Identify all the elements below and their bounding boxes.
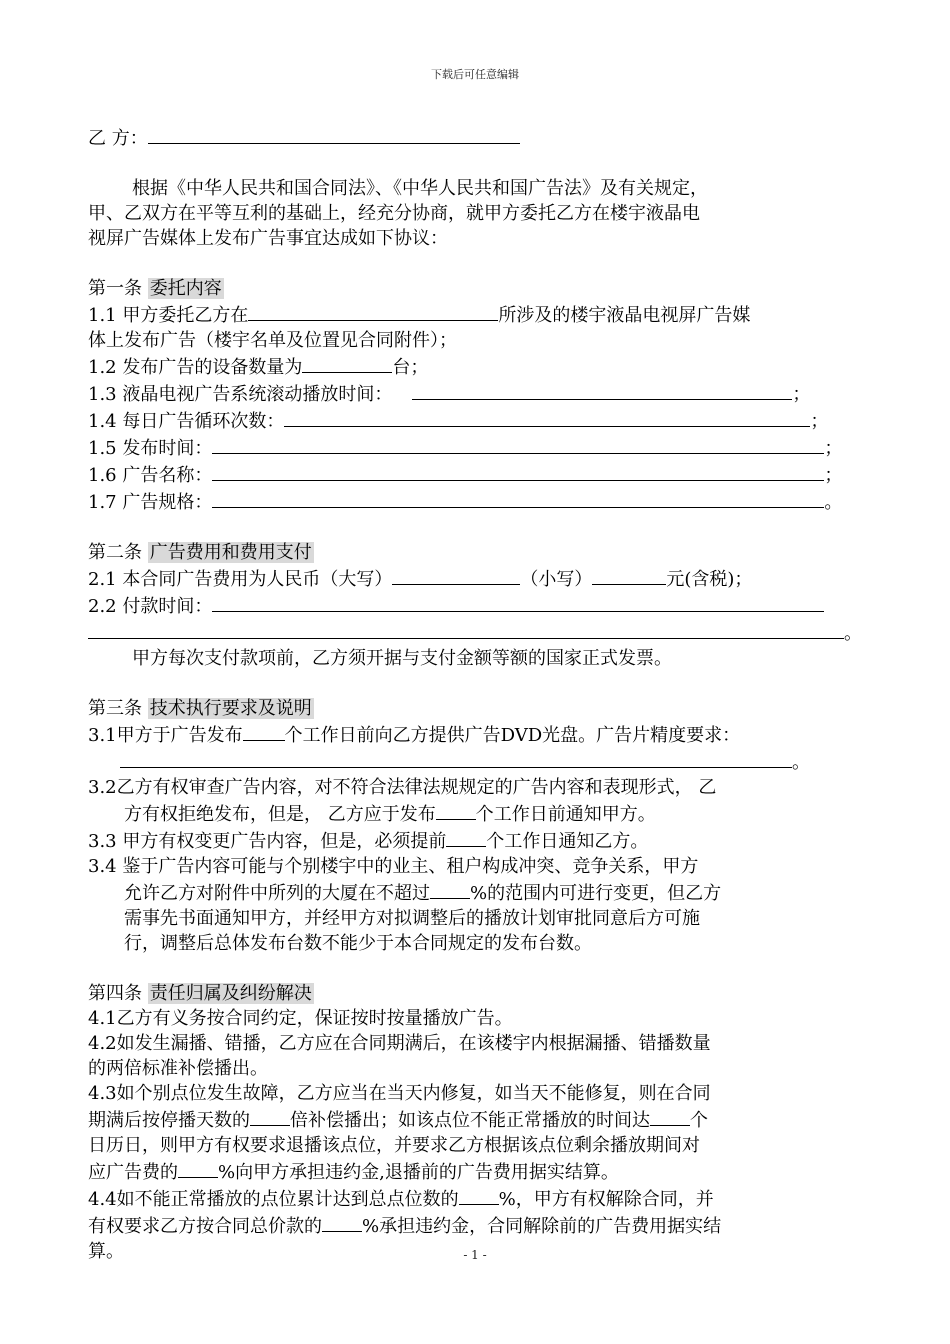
clause-2-1: 2.1 本合同广告费用为人民币（大写） （小写） 元(含税)； — [88, 565, 868, 592]
clause-3-4: 3.4 鉴于广告内容可能与个别楼宇中的业主、租户构成冲突、竞争关系，甲方 — [88, 856, 699, 877]
clause-1-1: 1.1 甲方委托乙方在 所涉及的楼宇液晶电视屏广告媒 — [88, 301, 868, 328]
clause-1-2: 1.2 发布广告的设备数量为 台； — [88, 353, 868, 380]
clause-2-2: 2.2 付款时间： — [88, 592, 868, 619]
intro-line: 甲、乙双方在平等互利的基础上，经充分协商，就甲方委托乙方在楼宇液晶电 — [88, 203, 700, 224]
clause-3-4-cont: 允许乙方对附件中所列的大厦在不超过 %的范围内可进行变更，但乙方 — [88, 879, 868, 906]
page-header: 下载后可任意编辑 — [431, 68, 519, 81]
blank[interactable] — [650, 1106, 690, 1126]
section-title: 第三条 技术执行要求及说明 — [88, 698, 312, 719]
blank[interactable] — [592, 565, 666, 585]
blank[interactable] — [212, 434, 824, 454]
clause-1-4: 1.4 每日广告循环次数： ； — [88, 407, 868, 434]
blank[interactable] — [212, 488, 824, 508]
page-number: - 1 - — [463, 1248, 487, 1262]
clause-4-3: 4.3如个别点位发生故障，乙方应当在当天内修复，如当天不能修复，则在合同 — [88, 1083, 711, 1104]
blank[interactable] — [248, 301, 498, 321]
blank[interactable] — [302, 353, 392, 373]
clause-4-3-cont: 日历日，则甲方有权要求退播该点位，并要求乙方根据该点位剩余播放期间对 — [88, 1135, 700, 1156]
blank[interactable] — [412, 380, 792, 400]
blank[interactable] — [284, 407, 810, 427]
clause-4-3-cont: 应广告费的 %向甲方承担违约金,退播前的广告费用据实结算。 — [88, 1158, 868, 1185]
invoice-note: 甲方每次支付款项前，乙方须开据与支付金额等额的国家正式发票。 — [132, 648, 672, 669]
clause-3-4-cont: 需事先书面通知甲方，并经甲方对拟调整后的播放计划审批同意后方可施 — [124, 908, 700, 929]
clause-4-2: 4.2如发生漏播、错播，乙方应在合同期满后，在该楼宇内根据漏播、错播数量 — [88, 1033, 711, 1054]
clause-4-3-cont: 期满后按停播天数的 倍补偿播出；如该点位不能正常播放的时间达 个 — [88, 1106, 868, 1133]
clause-3-2: 3.2乙方有权审查广告内容，对不符合法律法规规定的广告内容和表现形式， 乙 — [88, 777, 717, 798]
blank[interactable] — [430, 879, 470, 899]
blank[interactable] — [392, 565, 520, 585]
clause-1-5: 1.5 发布时间： ； — [88, 434, 868, 461]
section-title: 第四条 责任归属及纠纷解决 — [88, 983, 312, 1004]
clause-4-4: 4.4如不能正常播放的点位累计达到总点位数的 %，甲方有权解除合同，并 — [88, 1185, 868, 1212]
clause-4-4-cont: 有权要求乙方按合同总价款的 %承担违约金，合同解除前的广告费用据实结 — [88, 1212, 868, 1239]
clause-2-2-cont: 。 — [88, 619, 868, 646]
blank[interactable] — [250, 1106, 290, 1126]
clause-4-1: 4.1乙方有义务按合同约定，保证按时按量播放广告。 — [88, 1008, 513, 1029]
clause-1-7: 1.7 广告规格： 。 — [88, 488, 868, 515]
blank[interactable] — [212, 592, 824, 612]
intro-line: 根据《中华人民共和国合同法》、《中华人民共和国广告法》及有关规定， — [132, 178, 708, 199]
blank[interactable] — [436, 800, 476, 820]
section-title: 第二条 广告费用和费用支付 — [88, 542, 312, 563]
clause-1-6: 1.6 广告名称： ； — [88, 461, 868, 488]
clause-3-2-cont: 方有权拒绝发布，但是， 乙方应于发布 个工作日前通知甲方。 — [88, 800, 868, 827]
section-title: 第一条 委托内容 — [88, 278, 222, 299]
party-b-line: 乙 方： — [88, 124, 868, 151]
contract-body — [88, 124, 868, 1264]
blank[interactable] — [243, 721, 285, 741]
blank[interactable] — [120, 748, 792, 768]
clause-3-1-cont: 。 — [88, 748, 868, 775]
clause-4-4-cont: 算。 — [88, 1241, 124, 1262]
blank[interactable] — [459, 1185, 499, 1205]
blank[interactable] — [446, 827, 486, 847]
clause-3-3: 3.3 甲方有权变更广告内容，但是，必须提前 个工作日通知乙方。 — [88, 827, 868, 854]
clause-3-4-cont: 行，调整后总体发布台数不能少于本合同规定的发布台数。 — [124, 933, 592, 954]
blank[interactable] — [322, 1212, 362, 1232]
party-b-blank[interactable] — [148, 124, 520, 144]
blank[interactable] — [88, 619, 844, 639]
clause-1-1-cont: 体上发布广告（楼宇名单及位置见合同附件）； — [88, 330, 457, 351]
clause-4-2-cont: 的两倍标准补偿播出。 — [88, 1058, 268, 1079]
blank[interactable] — [178, 1158, 218, 1178]
clause-3-1: 3.1甲方于广告发布 个工作日前向乙方提供广告DVD光盘。广告片精度要求： — [88, 721, 868, 748]
intro-line: 视屏广告媒体上发布广告事宜达成如下协议： — [88, 228, 448, 249]
blank[interactable] — [212, 461, 824, 481]
clause-1-3: 1.3 液晶电视广告系统滚动播放时间： ； — [88, 380, 868, 407]
